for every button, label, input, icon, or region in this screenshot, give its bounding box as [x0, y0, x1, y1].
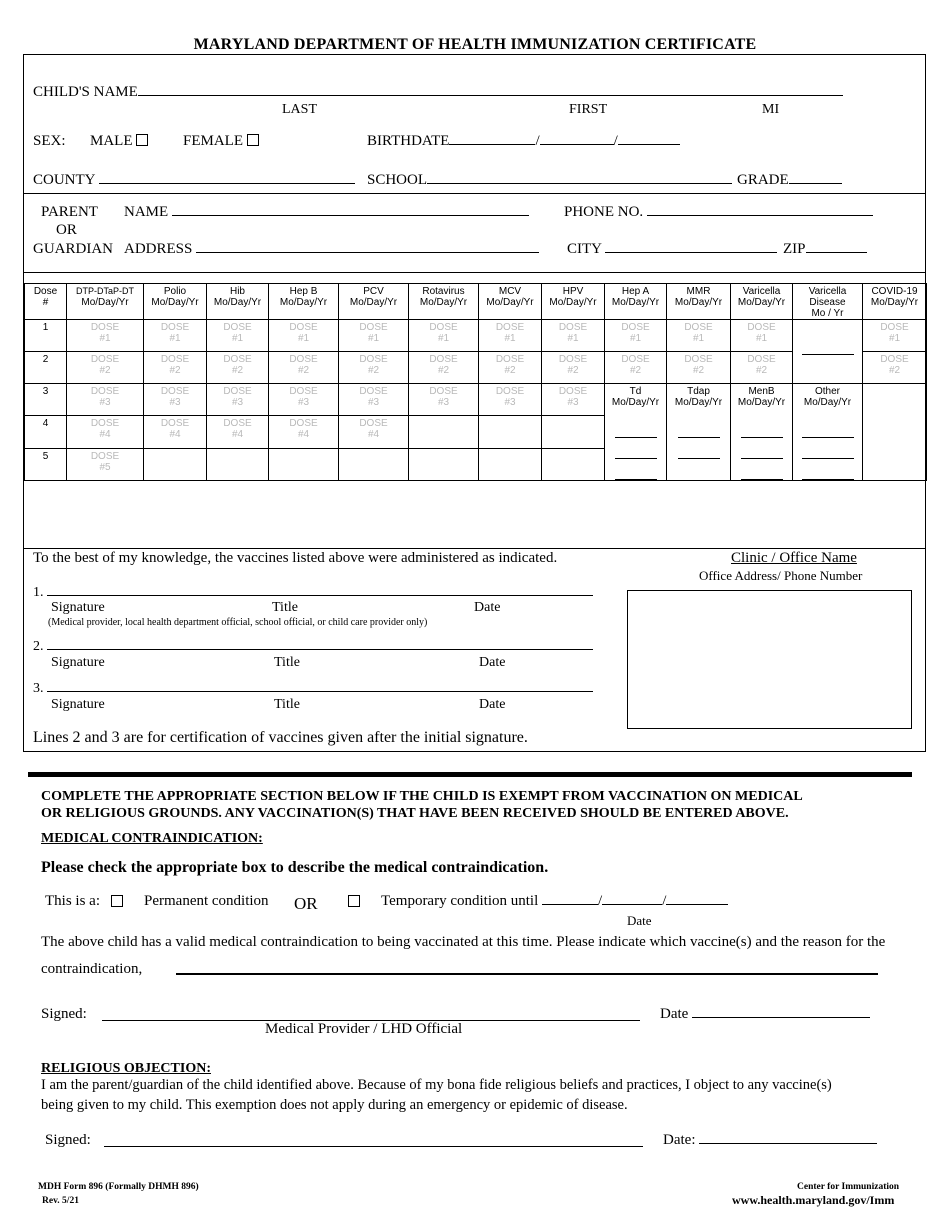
dose-cell[interactable]: DOSE #2 — [144, 352, 207, 384]
dose-cell[interactable]: DOSE #2 — [863, 352, 927, 384]
dose-cell[interactable]: DOSE #1 — [144, 320, 207, 352]
medical-date-label: Date — [660, 1006, 689, 1022]
empty-cell[interactable] — [269, 448, 339, 480]
permanent-label: Permanent condition — [144, 893, 269, 909]
address-field[interactable] — [196, 241, 539, 253]
permanent-checkbox[interactable] — [111, 895, 123, 907]
contraindication-text-1: The above child has a valid medical contraindication to being vaccinated at this time. Please indicate which vaccine(s) and the reason for the — [41, 934, 886, 950]
dose-cell[interactable]: DOSE #1 — [731, 320, 793, 352]
address-label: ADDRESS — [124, 241, 193, 257]
col-header-hib: Hib Mo/Day/Yr — [207, 284, 269, 320]
parent-name-field[interactable] — [172, 204, 529, 216]
col-header-pcv: PCV Mo/Day/Yr — [339, 284, 409, 320]
contraindication-field[interactable] — [176, 973, 878, 975]
dose-cell[interactable]: DOSE #4 — [144, 416, 207, 448]
empty-cell[interactable] — [479, 416, 542, 448]
phone-label: PHONE NO. — [564, 204, 644, 220]
title-label-3: Title — [274, 697, 300, 712]
empty-cell[interactable] — [542, 448, 605, 480]
dose-cell[interactable]: DOSE #3 — [67, 384, 144, 416]
guardian-label: GUARDIAN — [33, 241, 113, 257]
phone-field[interactable] — [647, 204, 873, 216]
dose-cell[interactable]: DOSE #2 — [605, 352, 667, 384]
revision: Rev. 5/21 — [42, 1196, 79, 1206]
parent-label: PARENT — [41, 204, 98, 220]
empty-cell[interactable] — [542, 416, 605, 448]
divider-table-bottom — [23, 548, 926, 549]
dose-cell[interactable]: DOSE #1 — [409, 320, 479, 352]
col-header-hepb: Hep B Mo/Day/Yr — [269, 284, 339, 320]
dose-cell[interactable]: DOSE #2 — [479, 352, 542, 384]
sex-label: SEX: — [33, 133, 66, 149]
county-row — [33, 172, 355, 189]
medical-instruction: Please check the appropriate box to describe the medical contraindication. — [41, 859, 549, 876]
mi-label: MI — [762, 102, 780, 117]
empty-cell[interactable] — [207, 448, 269, 480]
clinic-name-label: Clinic / Office Name — [731, 550, 857, 566]
zip-field[interactable] — [806, 241, 867, 253]
empty-cell[interactable] — [409, 416, 479, 448]
dose-cell[interactable]: DOSE #4 — [207, 416, 269, 448]
address-row — [124, 241, 539, 258]
medical-date-field[interactable] — [692, 1006, 870, 1018]
dose-cell[interactable]: DOSE #1 — [479, 320, 542, 352]
dose-cell[interactable]: DOSE #3 — [339, 384, 409, 416]
signature-line-1[interactable]: 1. — [33, 584, 593, 601]
or-label: OR — [56, 222, 77, 238]
temporary-date-label: Date — [627, 913, 652, 928]
school-label: SCHOOL — [367, 172, 428, 188]
exemption-heading-1: COMPLETE THE APPROPRIATE SECTION BELOW IF THE CHILD IS EXEMPT FROM VACCINATION ON MEDICAL — [41, 789, 803, 804]
dose-cell[interactable]: DOSE #2 — [67, 352, 144, 384]
date-label-1: Date — [474, 600, 501, 615]
parent-name-label: NAME — [124, 204, 169, 220]
signature-label-1: Signature — [51, 600, 105, 615]
permanent-checkbox-wrap — [111, 893, 123, 911]
form-number: MDH Form 896 (Formally DHMH 896) — [38, 1182, 199, 1192]
dose-cell[interactable]: DOSE #2 — [667, 352, 731, 384]
religious-date-label: Date: — [663, 1132, 696, 1148]
dose-number: 2 — [25, 352, 67, 384]
city-row — [567, 241, 777, 258]
col-header-covid19: COVID-19 Mo/Day/Yr — [863, 284, 927, 320]
first-label: FIRST — [569, 102, 608, 117]
col-header-dtp: DTP-DTaP-DT Mo/Day/Yr — [67, 284, 144, 320]
divider-child-parent — [23, 193, 926, 194]
center-name: Center for Immunization — [797, 1182, 900, 1192]
other-cell[interactable]: Other Mo/Day/Yr — [793, 384, 863, 481]
female-label: FEMALE — [183, 133, 243, 149]
dose-cell[interactable]: DOSE #1 — [605, 320, 667, 352]
temporary-day[interactable] — [602, 893, 662, 905]
col-header-polio: Polio Mo/Day/Yr — [144, 284, 207, 320]
city-label: CITY — [567, 241, 602, 257]
menb-cell[interactable]: MenB Mo/Day/Yr — [731, 384, 793, 481]
col-header-varicella-disease: Varicella Disease Mo / Yr — [793, 284, 863, 320]
dose-cell[interactable]: DOSE #2 — [409, 352, 479, 384]
religious-heading: RELIGIOUS OBJECTION: — [41, 1061, 211, 1076]
title-label-2: Title — [274, 655, 300, 670]
dose-cell[interactable]: DOSE #1 — [207, 320, 269, 352]
lines-note: Lines 2 and 3 are for certification of vaccines given after the initial signature. — [33, 729, 528, 746]
website: www.health.maryland.gov/Imm — [732, 1193, 895, 1207]
signature-label-3: Signature — [51, 697, 105, 712]
title-label-1: Title — [272, 600, 298, 615]
school-field[interactable] — [427, 172, 732, 184]
birthdate-label: BIRTHDATE — [367, 133, 450, 149]
dose-cell[interactable]: DOSE #1 — [269, 320, 339, 352]
table-header-row — [25, 284, 927, 320]
table-row — [25, 320, 927, 352]
thick-separator — [28, 772, 912, 777]
parent-name-row — [124, 204, 529, 221]
empty-cell[interactable] — [339, 448, 409, 480]
religious-signed-field[interactable] — [104, 1146, 643, 1147]
signature-line-2[interactable]: 2. — [33, 638, 593, 655]
dose-cell[interactable]: DOSE #3 — [269, 384, 339, 416]
certification-statement: To the best of my knowledge, the vaccines listed above were administered as indicated. — [33, 550, 558, 566]
temporary-label: Temporary condition until — [381, 893, 539, 909]
dose-cell[interactable]: DOSE #4 — [339, 416, 409, 448]
child-name-field[interactable] — [138, 84, 843, 96]
temporary-year[interactable] — [666, 893, 728, 905]
female-checkbox[interactable] — [247, 134, 259, 146]
dose-cell[interactable]: DOSE #1 — [542, 320, 605, 352]
dose-cell[interactable]: DOSE #2 — [731, 352, 793, 384]
county-label: COUNTY — [33, 172, 95, 188]
table-row — [25, 352, 927, 384]
city-field[interactable] — [605, 241, 777, 253]
medical-signed-label: Signed: — [41, 1006, 87, 1022]
dose-header: Dose # — [25, 284, 67, 320]
temporary-row: Temporary condition until / / — [381, 893, 728, 910]
col-header-varicella: Varicella Mo/Day/Yr — [731, 284, 793, 320]
dose-cell[interactable]: DOSE #2 — [207, 352, 269, 384]
birthdate-year[interactable] — [618, 133, 680, 145]
table-row — [25, 384, 927, 416]
grade-row — [737, 172, 842, 189]
exemption-heading-2: OR RELIGIOUS GROUNDS. ANY VACCINATION(S) THAT HAVE BEEN RECEIVED SHOULD BE ENTERED ABOVE. — [41, 806, 789, 821]
vaccine-table — [24, 283, 927, 481]
school-row — [367, 172, 732, 189]
td-cell[interactable]: Td Mo/Day/Yr — [605, 384, 667, 481]
dose-cell[interactable]: DOSE #1 — [67, 320, 144, 352]
dose-cell[interactable]: DOSE #3 — [144, 384, 207, 416]
col-header-hpv: HPV Mo/Day/Yr — [542, 284, 605, 320]
form-title: MARYLAND DEPARTMENT OF HEALTH IMMUNIZATION CERTIFICATE — [193, 36, 757, 53]
temporary-checkbox-wrap — [348, 893, 360, 911]
dose-cell[interactable]: DOSE #4 — [67, 416, 144, 448]
female-option — [183, 133, 259, 150]
signature-label-2: Signature — [51, 655, 105, 670]
contraindication-text-2: contraindication, — [41, 961, 143, 977]
dose-cell[interactable]: DOSE #4 — [269, 416, 339, 448]
empty-cell[interactable] — [144, 448, 207, 480]
empty-cell[interactable] — [479, 448, 542, 480]
covid-empty-cell[interactable] — [863, 384, 927, 481]
dose-cell[interactable]: DOSE #3 — [542, 384, 605, 416]
dose-cell[interactable]: DOSE #5 — [67, 448, 144, 480]
male-label: MALE — [90, 133, 133, 149]
religious-date-field[interactable] — [699, 1132, 877, 1144]
dose-cell[interactable]: DOSE #1 — [339, 320, 409, 352]
grade-field[interactable] — [789, 172, 842, 184]
religious-text-1: I am the parent/guardian of the child identified above. Because of my bona fide religious beliefs and practices, I object to any vaccine(s) — [41, 1077, 832, 1093]
male-checkbox[interactable] — [136, 134, 148, 146]
col-header-hepa: Hep A Mo/Day/Yr — [605, 284, 667, 320]
last-label: LAST — [282, 102, 317, 117]
dose-cell[interactable]: DOSE #3 — [409, 384, 479, 416]
signature-line-3[interactable]: 3. — [33, 680, 593, 697]
or-label: OR — [294, 894, 318, 913]
col-header-mmr: MMR Mo/Day/Yr — [667, 284, 731, 320]
dose-number: 5 — [25, 448, 67, 480]
varicella-disease-cell[interactable] — [793, 320, 863, 384]
dose-cell[interactable]: DOSE #2 — [339, 352, 409, 384]
religious-date-row — [663, 1132, 877, 1149]
child-name-row — [33, 84, 843, 101]
tdap-cell[interactable]: Tdap Mo/Day/Yr — [667, 384, 731, 481]
phone-row — [564, 204, 873, 221]
medical-heading: MEDICAL CONTRAINDICATION: — [41, 831, 263, 846]
divider-parent-table — [23, 272, 926, 273]
birthdate-month[interactable] — [449, 133, 535, 145]
religious-signed-label: Signed: — [45, 1132, 91, 1148]
male-option — [90, 133, 148, 150]
temporary-checkbox[interactable] — [348, 895, 360, 907]
dose-cell[interactable]: DOSE #3 — [207, 384, 269, 416]
medical-date-row — [660, 1006, 870, 1023]
zip-label: ZIP — [783, 241, 806, 257]
dose-number: 4 — [25, 416, 67, 448]
clinic-stamp-box[interactable] — [627, 590, 912, 729]
dose-cell[interactable]: DOSE #1 — [863, 320, 927, 352]
dose-cell[interactable]: DOSE #2 — [542, 352, 605, 384]
dose-number: 1 — [25, 320, 67, 352]
religious-text-2: being given to my child. This exemption does not apply during an emergency or epidemic of disease. — [41, 1097, 628, 1113]
dose-cell[interactable]: DOSE #3 — [479, 384, 542, 416]
county-field[interactable] — [99, 172, 355, 184]
grade-label: GRADE — [737, 172, 789, 188]
date-label-3: Date — [479, 697, 506, 712]
empty-cell[interactable] — [409, 448, 479, 480]
birthdate-row: BIRTHDATE / / — [367, 133, 680, 150]
temporary-month[interactable] — [542, 893, 598, 905]
col-header-rotavirus: Rotavirus Mo/Day/Yr — [409, 284, 479, 320]
provider-note: (Medical provider, local health department official, school official, or child care provider only) — [48, 617, 428, 628]
birthdate-day[interactable] — [540, 133, 614, 145]
dose-cell[interactable]: DOSE #1 — [667, 320, 731, 352]
col-header-mcv: MCV Mo/Day/Yr — [479, 284, 542, 320]
dose-number: 3 — [25, 384, 67, 416]
provider-label: Medical Provider / LHD Official — [265, 1021, 463, 1037]
child-name-label: CHILD'S NAME — [33, 84, 138, 100]
clinic-address-label: Office Address/ Phone Number — [699, 568, 863, 583]
date-label-2: Date — [479, 655, 506, 670]
this-is-a-label: This is a: — [45, 893, 100, 909]
dose-cell[interactable]: DOSE #2 — [269, 352, 339, 384]
zip-row — [783, 241, 867, 258]
